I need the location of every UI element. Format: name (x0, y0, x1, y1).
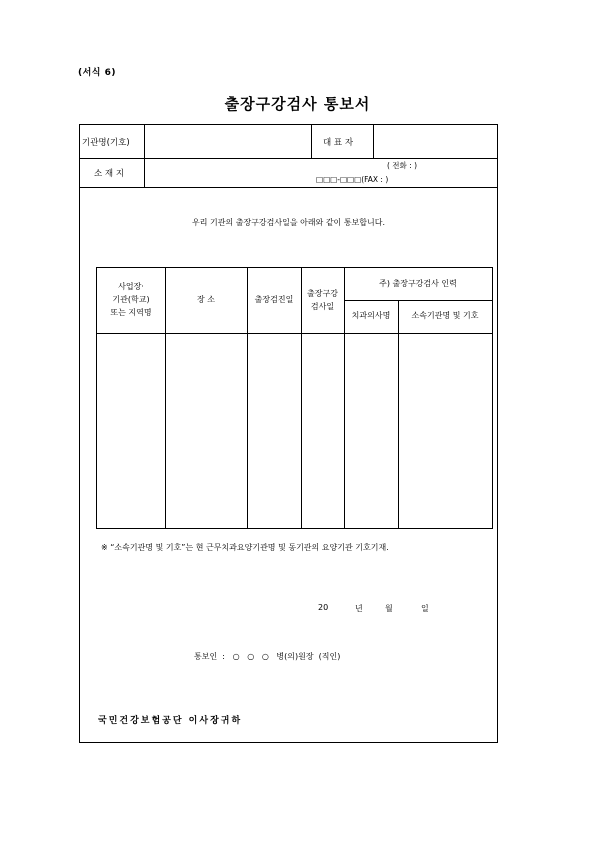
col-prev-date-header: 출장검진일 (254, 295, 294, 305)
header-divider-2 (80, 187, 497, 188)
col-affiliation-header: 소속기관명 및 기호 (411, 311, 479, 321)
rep-left-divider (311, 125, 312, 158)
form-number: (서식 6) (78, 68, 117, 78)
col-site-line-2: 기관(학교) (112, 295, 150, 305)
col-exam-date-line-1: 출장구강 (307, 288, 338, 298)
col-dentist-header: 치과의사명 (351, 311, 391, 321)
table-header-line (97, 333, 492, 334)
header-divider-1 (80, 158, 497, 159)
col-exam-date-header (301, 268, 344, 333)
col-exam-date-line-2: 검사일 (310, 301, 335, 311)
address-label: 소 재 지 (94, 169, 125, 179)
notice-text: 우리 기관의 출장구강검사일을 아래와 같이 통보합니다. (192, 218, 385, 227)
date-year-prefix: 20 (318, 603, 329, 612)
rep-right-divider (373, 125, 374, 158)
fax-line[interactable]: □□□-□□□(FAX : ) (316, 175, 389, 184)
date-year-label: 년 (355, 604, 363, 613)
rep-label: 대 표 자 (323, 138, 354, 148)
exam-table (96, 267, 493, 529)
col-site-header (97, 268, 165, 333)
phone-line[interactable]: ( 전화 : ) (387, 161, 418, 170)
col-divider-5 (398, 300, 399, 528)
page-title: 출장구강검사 통보서 (224, 95, 371, 113)
col-place-header: 장 소 (197, 295, 215, 305)
issuer-line: 국민건강보험공단 이사장귀하 (98, 716, 243, 726)
col-site-line-3: 또는 지역명 (110, 307, 152, 317)
header-label-divider (144, 125, 145, 187)
col-staff-group-header: 주) 출장구강검사 인력 (379, 278, 457, 288)
org-label: 기관명(기호) (82, 138, 130, 148)
reporter-line: 통보인 : ○ ○ ○ 병(의)원장 (직인) (194, 652, 341, 661)
date-month-label: 월 (385, 604, 393, 613)
date-day-label: 일 (421, 604, 429, 613)
col-site-line-1: 사업장· (118, 282, 144, 292)
footnote: ※ “소속기관명 및 기호”는 현 근무치과요양기관명 및 동기관의 요양기관 기호기재. (101, 543, 389, 552)
